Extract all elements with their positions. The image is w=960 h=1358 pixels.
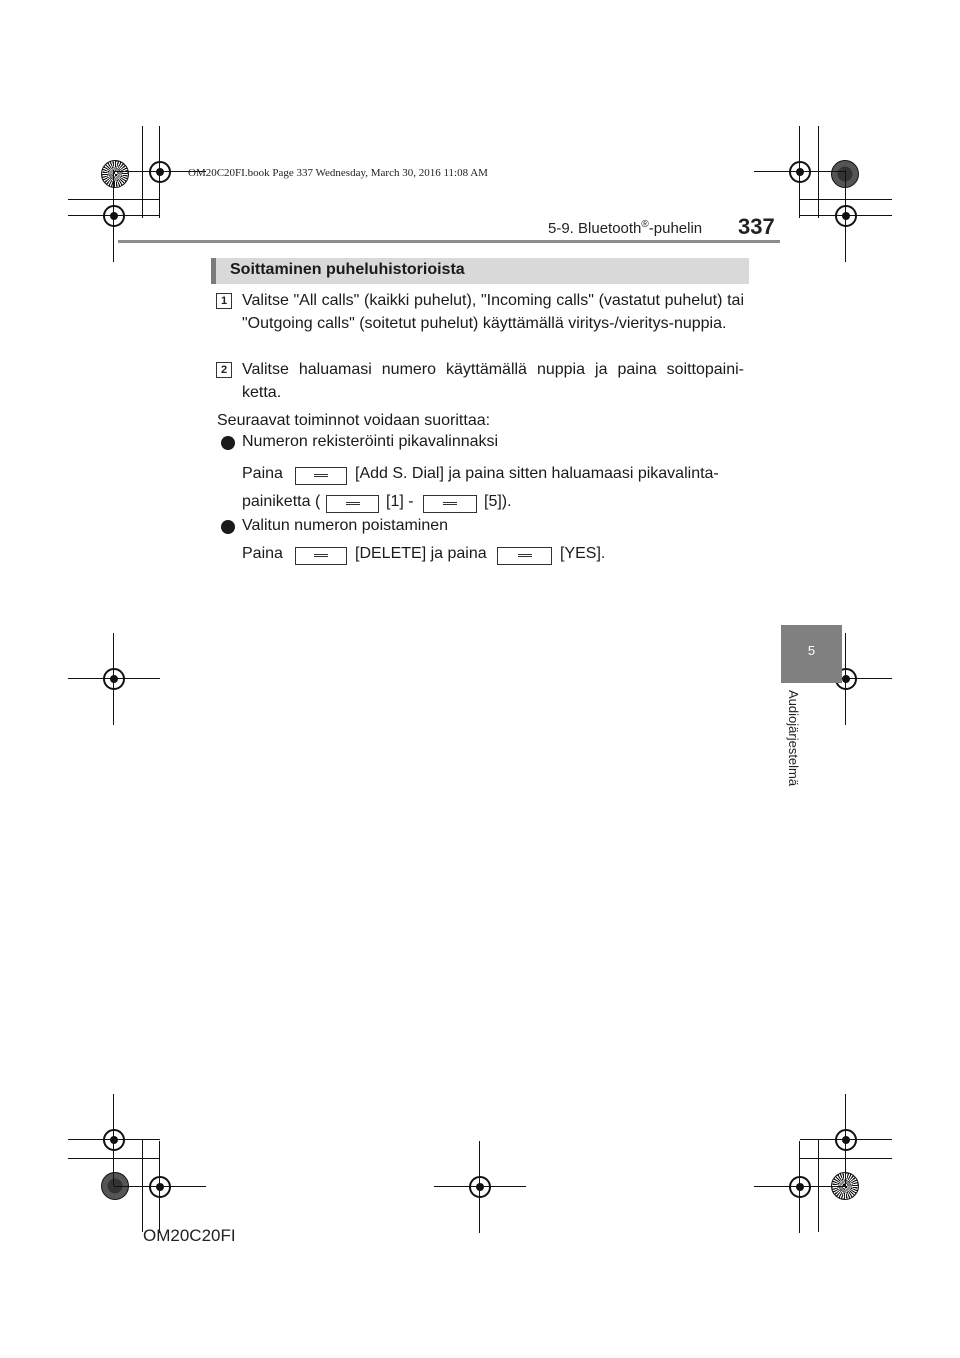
chapter-number: 5	[807, 643, 816, 658]
bullet-2-line-a: Paina	[242, 545, 283, 562]
book-info-line: OM20C20FI.book Page 337 Wednesday, March 30, 2016 11:08 AM	[188, 167, 488, 179]
footer-code: OM20C20FI	[143, 1226, 236, 1245]
crop-line	[68, 1158, 160, 1159]
crop-line	[818, 126, 819, 218]
screen-button-icon	[295, 467, 347, 485]
screen-button-icon	[497, 547, 552, 565]
bullet-1-line2-c: [5]).	[484, 493, 512, 510]
intro-text: Seuraavat toiminnot voidaan suorittaa:	[217, 412, 491, 429]
chapter-tab	[781, 625, 842, 683]
bullet-2-title: Valitun numeron poistaminen	[242, 517, 449, 534]
header-section-title	[548, 219, 702, 237]
crop-line	[800, 199, 892, 200]
bullet-1-line2-b: [1] -	[386, 493, 414, 510]
registration-star-icon	[101, 160, 129, 188]
section-title: Soittaminen puheluhistorioista	[230, 261, 465, 278]
step-number-2: 2	[216, 362, 232, 378]
crop-line	[142, 126, 143, 218]
header-section-prefix: 5-9. Bluetooth	[548, 220, 642, 237]
chapter-label: Audiojärjestelmä	[786, 690, 801, 787]
bullet-dot	[221, 436, 235, 450]
bullet-1-line1-b: [Add S. Dial] ja paina sitten haluamaasi pikavalinta-	[355, 465, 719, 482]
screen-button-icon	[295, 547, 347, 565]
bullet-1-line1-a: Paina	[242, 465, 283, 482]
bullet-1-line2-a: painiketta (	[242, 493, 321, 510]
crop-line	[818, 1140, 819, 1232]
page-number: 337	[738, 214, 775, 239]
step-number-1: 1	[216, 293, 232, 309]
header-section-suffix: -puhelin	[648, 220, 703, 237]
registered-mark: ®	[641, 219, 649, 230]
header-rule	[118, 240, 780, 243]
bullet-2-line-c: [YES].	[560, 545, 606, 562]
crop-line	[68, 199, 160, 200]
section-heading-bar	[211, 258, 749, 284]
bullet-2-line-b: [DELETE] ja paina	[355, 545, 487, 562]
crop-line	[800, 1158, 892, 1159]
step-1-text: Valitse "All calls" (kaikki puhelut), "Incoming calls" (vastatut puhelut) tai "Outgoing calls" (soitetut puhelut) käyttämällä viritys-/vieritys-nuppia.	[242, 292, 744, 332]
bullet-dot	[221, 520, 235, 534]
bullet-1-title: Numeron rekisteröinti pikavalinnaksi	[242, 433, 499, 450]
screen-button-icon	[423, 495, 477, 513]
screen-button-icon	[326, 495, 379, 513]
step-2-text: Valitse haluamasi numero käyttämällä nuppia ja paina soittopaini-ketta.	[242, 361, 744, 401]
crop-line	[142, 1140, 143, 1232]
